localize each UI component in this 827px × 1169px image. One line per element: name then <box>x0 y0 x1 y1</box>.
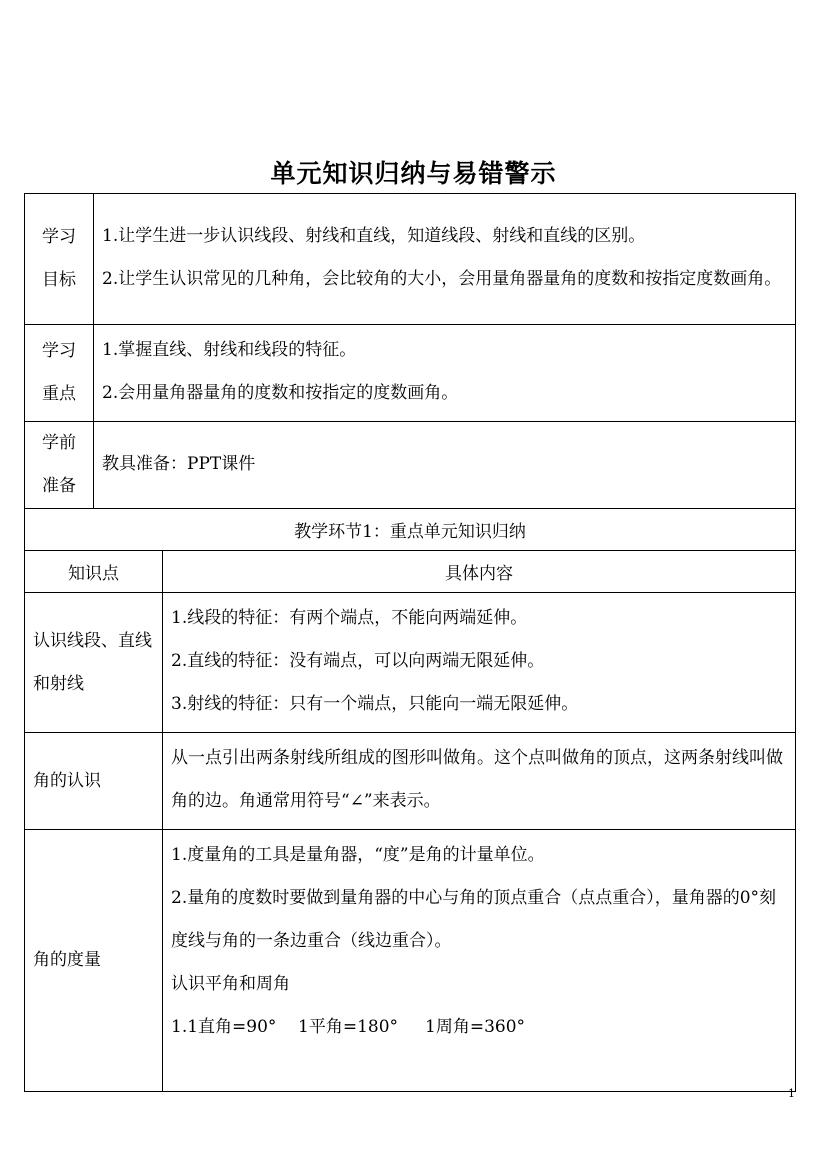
key-point-item: 2.会用量角器量角的度数和按指定的度数画角。 <box>102 383 459 403</box>
col-header-knowledge: 知识点 <box>25 551 163 593</box>
content-item: 2.量角的度数时要做到量角器的中心与角的顶点重合（点点重合），量角器的0°刻度线与角的一条边重合（线边重合）。 <box>171 888 777 951</box>
key-points-row <box>25 325 796 422</box>
document-title: 单元知识归纳与易错警示 <box>270 159 557 188</box>
content-angle <box>163 733 796 830</box>
content-text: 从一点引出两条射线所组成的图形叫做角。这个点叫做角的顶点，这两条射线叫做角的边。角通常用符号“∠”来表示。 <box>171 748 783 811</box>
key-points-label <box>25 325 94 422</box>
col-header-content: 具体内容 <box>163 551 796 593</box>
content-item: 1.度量角的工具是量角器，“度”是角的计量单位。 <box>171 845 545 865</box>
knowledge-row-measure <box>25 830 796 1092</box>
lesson-table <box>24 193 796 1092</box>
content-lines-rays <box>163 593 796 733</box>
content-measure <box>163 830 796 1092</box>
objectives-label-line1: 学习 <box>42 227 76 247</box>
preparation-label-line2: 准备 <box>42 476 76 496</box>
content-item: 3.射线的特征：只有一个端点，只能向一端无限延伸。 <box>171 694 579 714</box>
preparation-label-line1: 学前 <box>42 433 76 453</box>
key-point-item: 1.掌握直线、射线和线段的特征。 <box>102 340 357 360</box>
key-points-content <box>94 325 796 422</box>
objectives-label <box>25 194 94 325</box>
page-number: 1 <box>788 1087 795 1100</box>
topic-measure <box>25 830 163 1092</box>
objective-item: 2.让学生认识常见的几种角，会比较角的大小，会用量角器量角的度数和按指定度数画角。 <box>102 269 782 289</box>
preparation-content <box>94 422 796 509</box>
preparation-label <box>25 422 94 509</box>
objective-item: 1.让学生进一步认识线段、射线和直线，知道线段、射线和直线的区别。 <box>102 226 646 246</box>
blank-space <box>171 1049 789 1083</box>
key-points-label-line2: 重点 <box>42 384 76 404</box>
objectives-label-line2: 目标 <box>42 270 76 290</box>
preparation-text: 教具准备：PPT课件 <box>102 453 256 474</box>
objectives-content <box>94 194 796 325</box>
content-item: 1.线段的特征：有两个端点，不能向两端延伸。 <box>171 608 528 628</box>
knowledge-row-angle <box>25 733 796 830</box>
topic-label: 认识线段、直线和射线 <box>33 630 152 694</box>
section-heading-row <box>25 509 796 551</box>
content-subheading: 认识平角和周角 <box>171 974 290 994</box>
angle-relations: 1.1直角=90° 1平角=180° 1周角=360° <box>171 1017 526 1037</box>
key-points-label-line1: 学习 <box>42 341 76 361</box>
topic-label: 角的度量 <box>33 950 101 970</box>
topic-lines-rays <box>25 593 163 733</box>
topic-angle <box>25 733 163 830</box>
column-header-row <box>25 551 796 593</box>
knowledge-row-lines <box>25 593 796 733</box>
preparation-row <box>25 422 796 509</box>
topic-label: 角的认识 <box>33 770 101 791</box>
section-heading: 教学环节1：重点单元知识归纳 <box>25 509 796 551</box>
objectives-row <box>25 194 796 325</box>
content-item: 2.直线的特征：没有端点，可以向两端无限延伸。 <box>171 651 545 671</box>
